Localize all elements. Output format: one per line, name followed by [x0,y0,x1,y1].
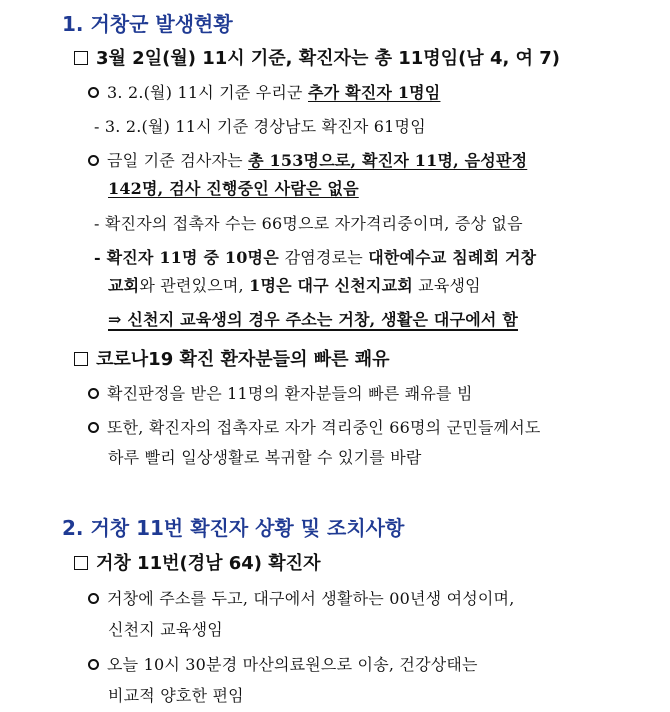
section2-title: 2. 거창 11번 확진자 상황 및 조치사항 [62,516,405,540]
bullet-1-1-2: 금일 기준 검사자는 총 153명으로, 확진자 11명, 음성판정 [88,148,527,171]
bullet-1-2-1: 확진판정을 받은 11명의 환자분들의 빠른 쾌유를 빔 [88,381,473,404]
subsection-1-1 [74,44,560,70]
circle-bullet-icon [88,422,99,433]
checkbox-square-icon [74,352,88,366]
checkbox-square-icon [74,556,88,570]
circle-bullet-icon [88,659,99,670]
circle-bullet-icon [88,87,99,98]
shincheonji-note: ⇒ 신천지 교육생의 경우 주소는 거창, 생활은 대구에서 함 [108,310,518,329]
bullet-1-2-2-line2: 하루 빨리 일상생활로 복귀할 수 있기를 바람 [108,448,422,467]
section1-title: 1. 거창군 발생현황 [62,12,233,36]
dash-1-1-1: - 3. 2.(월) 11시 기준 경상남도 확진자 61명임 [94,117,426,136]
bullet-2-1-1: 거창에 주소를 두고, 대구에서 생활하는 00년생 여성이며, [88,586,514,609]
subsection-2-1 [74,549,320,575]
bullet-2-1-2-line2: 비교적 양호한 편임 [108,686,244,705]
subsection-1-1-title: 3월 2일(월) 11시 기준, 확진자는 총 11명임(남 4, 여 7) [96,48,560,69]
subsection-1-2 [74,345,390,371]
added-case-highlight: 추가 확진자 1명임 [308,83,441,102]
bullet-2-1-2: 오늘 10시 30분경 마산의료원으로 이송, 건강상태는 [88,652,478,675]
dash-1-1-3: - 확진자 11명 중 10명은 감염경로는 대한예수교 침례회 거창 [94,248,537,267]
dash-1-1-3-line2: 교회와 관련있으며, 1명은 대구 신천지교회 교육생임 [108,276,481,295]
subsection-1-2-title: 코로나19 확진 환자분들의 빠른 쾌유 [96,349,390,370]
bullet-1-2-2: 또한, 확진자의 접촉자로 자가 격리중인 66명의 군민들께서도 [88,415,541,438]
checkbox-square-icon [74,51,88,65]
circle-bullet-icon [88,155,99,166]
bullet-2-1-1-line2: 신천지 교육생임 [108,620,223,639]
bullet-1-1-2-line2: 142명, 검사 진행중인 사람은 없음 [108,179,359,198]
circle-bullet-icon [88,388,99,399]
dash-1-1-2: - 확진자의 접촉자 수는 66명으로 자가격리중이며, 증상 없음 [94,214,523,233]
bullet-1-1-1: 3. 2.(월) 11시 기준 우리군 추가 확진자 1명임 [88,80,440,103]
subsection-2-1-title: 거창 11번(경남 64) 확진자 [96,553,321,574]
circle-bullet-icon [88,593,99,604]
